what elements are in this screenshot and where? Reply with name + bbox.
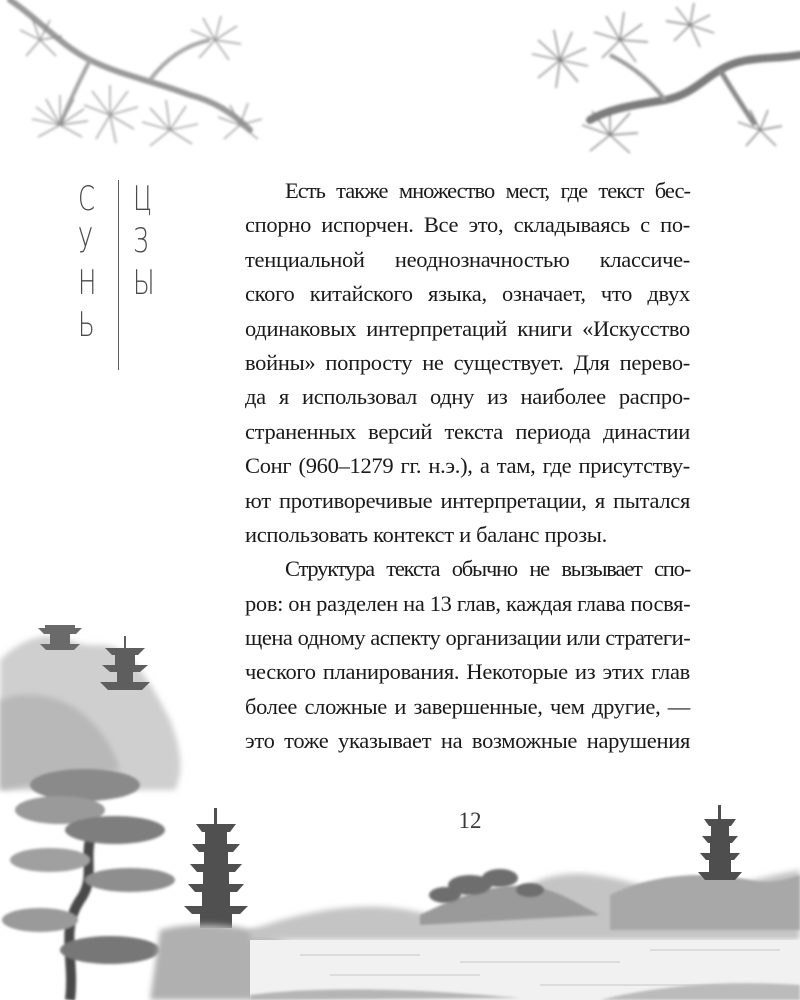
- text-line: ров: он разделен на 13 глав, каждая глава посвя-: [245, 590, 691, 616]
- author-letter: Ь: [78, 305, 95, 345]
- text-line: одинаковых интерпретаций книги «Искусство: [245, 315, 690, 341]
- text-line: Сонг (960–1279 гг. н.э.), а там, где присутству-: [245, 453, 690, 479]
- author-name-column-right: [133, 178, 155, 304]
- author-letter: З: [133, 221, 149, 261]
- pine-branch-top-left: [10, 0, 262, 146]
- text-line: это тоже указывает на возможные нарушения: [245, 728, 690, 754]
- text-line: щена одному аспекту организации или стратеги-: [245, 625, 691, 651]
- text-line: более сложные и завершенные, чем другие, —: [245, 693, 690, 719]
- author-letter: У: [78, 221, 93, 261]
- paragraph: [245, 552, 690, 758]
- text-line: ского китайского языка, означает, что двух: [245, 281, 690, 307]
- text-line: использовать контекст и баланс прозы.: [245, 521, 607, 547]
- text-line: войны» попросту не существует. Для перево-: [245, 349, 690, 375]
- author-letter: Н: [78, 263, 97, 303]
- text-line: Структура текста обычно не вызывает спо-: [285, 556, 690, 582]
- pagoda-right-icon: [698, 805, 742, 880]
- pagoda-tall-icon: [184, 808, 248, 928]
- text-line: страненных версий текста периода династии: [245, 418, 690, 444]
- pine-branch-top-right: [532, 3, 800, 153]
- paragraph: [245, 174, 690, 552]
- pine-tree-icon: [2, 769, 175, 1000]
- page-number: 12: [458, 808, 482, 833]
- body-text: [245, 174, 690, 759]
- text-line: Есть также множество мест, где текст бес-: [285, 178, 690, 203]
- text-line: да я использовал одну из наиболее распро-: [245, 384, 690, 410]
- text-line: тенциальной неоднозначностью классиче-: [245, 246, 690, 272]
- author-vertical-title: [78, 178, 168, 378]
- author-letter: С: [78, 179, 96, 219]
- author-name-column-left: [78, 178, 96, 346]
- text-line: спорно испорчен. Все это, складываясь с по-: [245, 212, 690, 238]
- author-letter: Ц: [133, 179, 153, 219]
- text-line: ют противоречивые интерпретации, я пытался: [245, 487, 690, 513]
- author-letter: Ы: [133, 263, 155, 303]
- text-line: ческого планирования. Некоторые из этих глав: [245, 659, 690, 685]
- lake-landscape-bottom-right: [250, 805, 800, 1000]
- title-divider: [118, 180, 119, 370]
